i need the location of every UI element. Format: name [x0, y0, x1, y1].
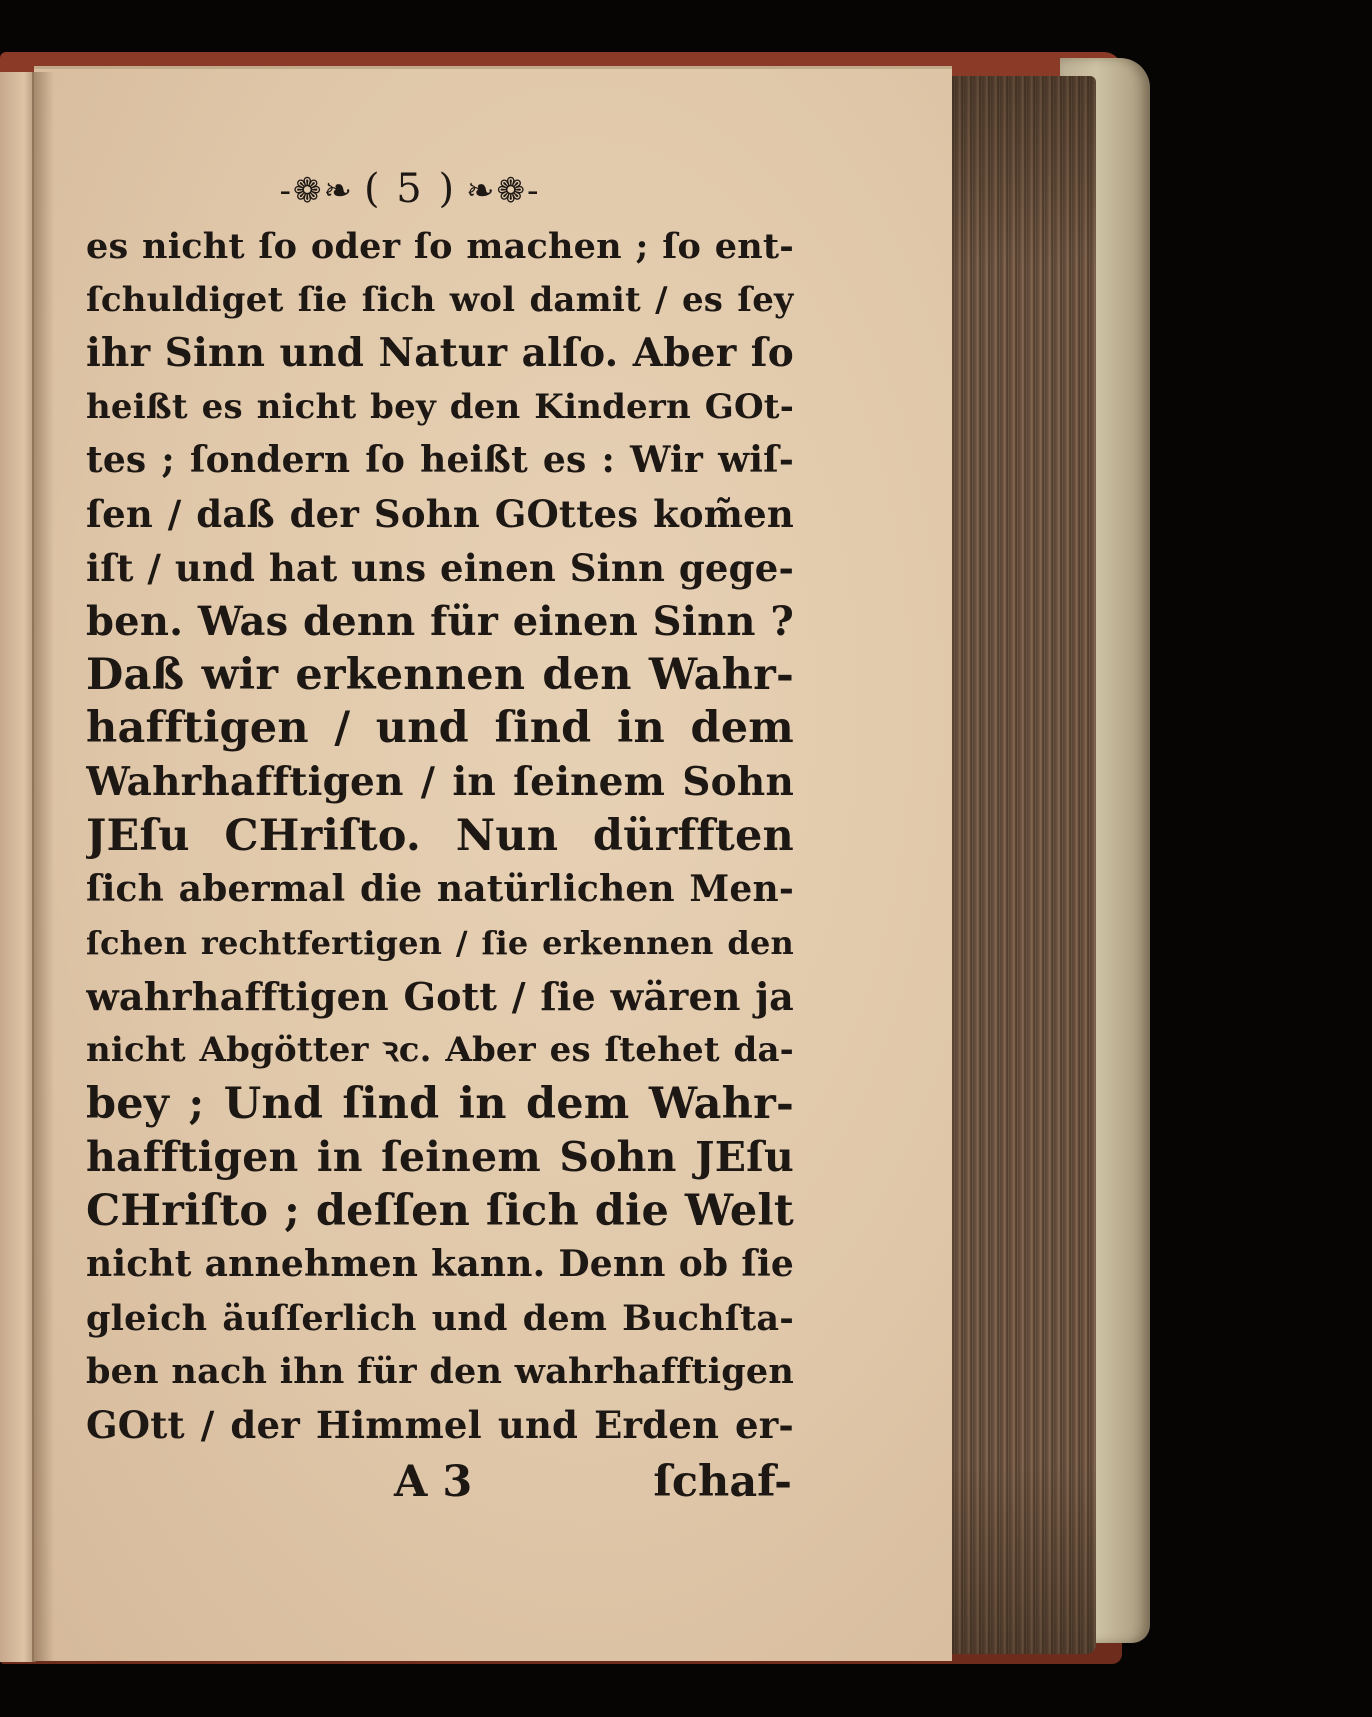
text-line: hafftigen in ſeinem Sohn JEſu	[86, 1133, 794, 1182]
text-line: ſchuldiget ſie ſich wol damit / es ſey	[86, 279, 794, 320]
verso-page-sliver	[0, 72, 36, 1662]
text-line: ſchen rechtfertigen / ſie erkennen den	[86, 923, 794, 962]
text-line: hafftigen / und ſind in dem	[86, 703, 794, 754]
page-number: ( 5 )	[363, 166, 457, 212]
text-line: nicht annehmen kann. Denn ob ſie	[86, 1243, 794, 1286]
left-ornament-icon: -❁❧	[279, 171, 354, 211]
text-line: bey ; Und ſind in dem Wahr-	[86, 1078, 794, 1129]
running-head	[26, 160, 794, 220]
text-line: heißt es nicht bey den Kindern GOt-	[86, 386, 794, 427]
text-line: ſen / daß der Sohn GOttes kom̃en	[86, 491, 794, 536]
text-line: CHriſto ; deſſen ſich die Welt	[86, 1185, 794, 1236]
text-line: nicht Abgötter ꝛc. Aber es ſtehet da-	[86, 1029, 794, 1070]
text-line: es nicht ſo oder ſo machen ; ſo ent-	[86, 226, 794, 267]
catchword: ſchaf-	[653, 1456, 792, 1507]
footer-line	[86, 1455, 794, 1509]
text-line: ben. Was denn für einen Sinn ?	[86, 598, 794, 646]
gutter-shadow	[32, 72, 54, 1662]
text-line: Wahrhafftigen / in ſeinem Sohn	[86, 758, 794, 805]
signature-mark: A 3	[394, 1456, 473, 1507]
body-text	[86, 220, 794, 1453]
text-line: iſt / und hat uns einen Sinn gege-	[86, 545, 794, 590]
text-line: tes ; ſondern ſo heißt es : Wir wiſ-	[86, 439, 794, 482]
text-line: ſich abermal die natürlichen Men-	[86, 868, 794, 911]
right-ornament-icon: ❧❁-	[466, 171, 541, 211]
text-line: ihr Sinn und Natur alſo. Aber ſo	[86, 330, 794, 377]
page-text-block	[86, 160, 794, 1509]
text-line: ben nach ihn für den wahrhafftigen	[86, 1351, 794, 1393]
text-line: GOtt / der Himmel und Erden er-	[86, 1403, 794, 1448]
text-line: gleich äuſſerlich und dem Buchſta-	[86, 1297, 794, 1339]
fore-edge-shading	[928, 76, 1096, 1654]
text-line: wahrhafftigen Gott / ſie wären ja	[86, 974, 794, 1020]
text-line: JEſu CHriſto. Nun dürfften	[86, 810, 794, 861]
text-line: Daß wir erkennen den Wahr-	[86, 649, 794, 700]
